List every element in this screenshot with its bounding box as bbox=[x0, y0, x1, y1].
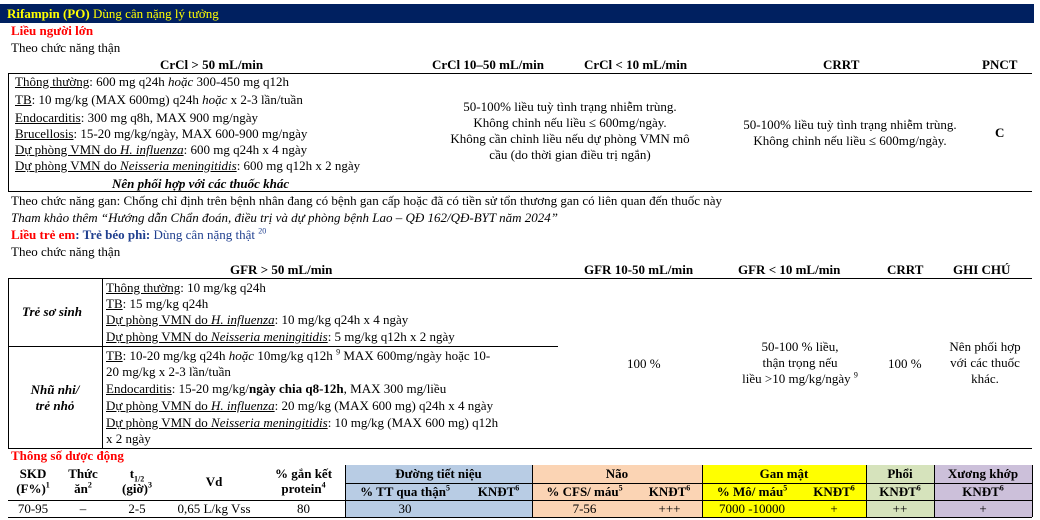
pk-heading: Thông số dược động bbox=[11, 448, 124, 463]
infant-dose-hinfluenza: Dự phòng VMN do H. influenza: 20 mg/kg (MAX 600 mg) q24h x 4 ngày bbox=[106, 398, 494, 413]
infant-dose-neisseria-cont: x 2 ngày bbox=[106, 431, 151, 446]
pk-sub-bone-kndt: KNĐT$^6$ bbox=[962, 483, 1004, 499]
header-crcl-10-50: CrCl 10–50 mL/min bbox=[432, 57, 544, 72]
pk-vline-5 bbox=[934, 465, 935, 517]
pk-val-food: – bbox=[79, 501, 87, 516]
child-table-bottom bbox=[8, 448, 1032, 449]
pk-sub-brain-kndt: KNĐT$^6$ bbox=[648, 483, 691, 499]
adult-dose-tb: TB: 10 mg/kg (MAX 600mg) q24h hoặc x 2-3 lần/tuần bbox=[15, 92, 303, 107]
adult-combo-note: Nên phối hợp với các thuốc khác bbox=[112, 176, 290, 191]
header-crcl-lt10: CrCl < 10 mL/min bbox=[584, 57, 688, 72]
pk-val-protein-binding: 80 bbox=[297, 501, 310, 516]
pk-val-liver-pct: 7000 -10000 bbox=[718, 501, 786, 516]
child-header-divider bbox=[8, 278, 1032, 279]
adult-left-border bbox=[8, 73, 9, 191]
child-crrt-value: 100 % bbox=[888, 356, 922, 371]
pk-table-bottom bbox=[8, 517, 1032, 518]
pk-group-divider bbox=[345, 483, 1032, 484]
child-gfr-10-50-value: 100 % bbox=[627, 356, 661, 371]
pk-col-skd: SKD $(F\%)^1$ bbox=[16, 466, 50, 496]
drug-weight-note: Dùng cân nặng lý tưởng bbox=[89, 6, 219, 21]
pk-col-food: Thức $ăn^2$ bbox=[68, 466, 98, 496]
pk-col-vd: Vd bbox=[205, 474, 223, 489]
pk-sub-urinary-pct: % TT qua thận$^5$ bbox=[360, 483, 450, 499]
pk-col-t12: $t_{1/2}$ (giờ)$^3$ bbox=[122, 466, 152, 496]
infant-dose-neisseria: Dự phòng VMN do Neisseria meningitidis: 10 mg/kg (MAX 600 mg) q12h bbox=[106, 415, 499, 430]
pk-header-divider bbox=[8, 500, 1032, 501]
child-renal-label: Theo chức năng thận bbox=[11, 244, 121, 259]
pk-group-liver: Gan mật bbox=[759, 466, 809, 481]
pk-val-lung-kndt: ++ bbox=[892, 501, 908, 516]
header-crrt: CRRT bbox=[823, 57, 860, 72]
drug-name: Rifampin (PO) bbox=[7, 6, 90, 21]
pk-val-vd: 0,65 L/kg Vss bbox=[177, 501, 251, 516]
pk-val-liver-kndt: + bbox=[830, 501, 838, 516]
pk-group-bone: Xương khớp bbox=[947, 466, 1019, 481]
neonate-dose-usual: Thông thường: 10 mg/kg q24h bbox=[106, 280, 266, 295]
adult-dose-endocarditis: Endocarditis: 300 mg q8h, MAX 900 mg/ngày bbox=[15, 110, 259, 125]
adult-liver-line: Theo chức năng gan: Chống chỉ định trên bệnh nhân đang có bệnh gan cấp hoặc đã có tiền sử tổn thương gan có liên quan đến thuốc này bbox=[11, 193, 723, 208]
header-gfr-10-50: GFR 10-50 mL/min bbox=[584, 262, 694, 277]
neonate-dose-neisseria: Dự phòng VMN do Neisseria meningitidis: 5 mg/kg q12h x 2 ngày bbox=[106, 329, 455, 344]
neonate-dose-hinfluenza: Dự phòng VMN do H. influenza: 10 mg/kg q24h x 4 ngày bbox=[106, 312, 409, 327]
pk-vline-2 bbox=[532, 465, 533, 517]
child-left-border bbox=[8, 278, 9, 448]
pk-group-brain: Não bbox=[605, 466, 629, 481]
child-label-divider bbox=[102, 278, 103, 448]
adult-dose-brucellosis: Brucellosis: 15-20 mg/kg/ngày, MAX 600-900 mg/ngày bbox=[15, 126, 308, 141]
header-pnct: PNCT bbox=[982, 57, 1018, 72]
pk-sub-liver-kndt: KNĐT$^6$ bbox=[813, 483, 855, 499]
pk-vline-3 bbox=[702, 465, 703, 517]
adult-renal-label: Theo chức năng thận bbox=[11, 40, 121, 55]
pk-val-urinary-pct: 30 bbox=[398, 501, 412, 516]
adult-pnct-value: C bbox=[995, 125, 1005, 140]
pk-vline-right bbox=[1032, 465, 1033, 517]
pk-val-bone-kndt: + bbox=[979, 501, 987, 516]
pk-sub-lung-kndt: KNĐT$^6$ bbox=[879, 483, 921, 499]
pk-sub-brain-pct: % CFS/ máu$^5$ bbox=[546, 483, 623, 499]
header-child-crrt: CRRT bbox=[887, 262, 924, 277]
pk-group-urinary: Đường tiết niệu bbox=[395, 466, 482, 481]
header-notes: GHI CHÚ bbox=[953, 262, 1011, 277]
neonate-dose-tb: TB: 15 mg/kg q24h bbox=[106, 296, 209, 311]
infant-dose-endocarditis: Endocarditis: 15-20 mg/kg/ngày chia q8-12h, MAX 300 mg/liều bbox=[106, 381, 447, 396]
adult-dose-usual: Thông thường: 600 mg q24h hoặc 300-450 mg q12h bbox=[15, 74, 289, 89]
pk-val-brain-pct: 7-56 bbox=[572, 501, 597, 516]
adult-table-bottom bbox=[8, 191, 1032, 192]
adult-dose-neisseria: Dự phòng VMN do Neisseria meningitidis: 600 mg q12h x 2 ngày bbox=[15, 158, 361, 173]
header-crcl-gt50: CrCl > 50 mL/min bbox=[160, 57, 264, 72]
pk-sub-liver-pct: % Mô/ máu$^5$ bbox=[716, 483, 788, 499]
child-row-divider bbox=[8, 346, 558, 347]
adult-crrt-advice: 50-100% liều tuỳ tình trạng nhiễm trùng. Không chỉnh nếu liều ≤ 600mg/ngày. bbox=[743, 117, 957, 148]
pk-group-lung: Phổi bbox=[887, 466, 913, 481]
adult-reference: Tham khảo thêm “Hướng dẫn Chẩn đoán, điều trị và dự phòng bệnh Lao – QĐ 162/QĐ-BYT năm 2024” bbox=[11, 210, 559, 225]
pk-val-t12: 2-5 bbox=[128, 501, 146, 516]
infant-dose-tb-cont: 20 mg/kg x 2-3 lần/tuần bbox=[106, 364, 231, 379]
header-gfr-lt10: GFR < 10 mL/min bbox=[738, 262, 841, 277]
pk-val-skd: 70-95 bbox=[17, 501, 49, 516]
pk-sub-urinary-kndt: KNĐT$^6$ bbox=[477, 483, 520, 499]
pk-col-protein-binding: % gắn kết protein$^4$ bbox=[274, 466, 333, 496]
drug-title-bar bbox=[0, 4, 1034, 23]
infant-label: Nhũ nhi/ trẻ nhỏ bbox=[30, 382, 80, 413]
pk-val-brain-kndt: +++ bbox=[658, 501, 681, 516]
adult-crcl-10-50-advice: 50-100% liều tuỳ tình trạng nhiễm trùng. Không chỉnh nếu liều ≤ 600mg/ngày. Không cần chỉnh liều nếu dự phòng VMN mô cầu (do thời gian điều trị ngắn) bbox=[450, 99, 690, 162]
adult-dose-heading: Liều người lớn bbox=[11, 23, 94, 38]
infant-dose-tb: TB: 10-20 mg/kg q24h hoặc 10mg/kg q12h $^9$ MAX 600mg/ngày hoặc 10- bbox=[106, 347, 491, 363]
adult-dose-hinfluenza: Dự phòng VMN do H. influenza: 600 mg q24h x 4 ngày bbox=[15, 142, 308, 157]
child-gfr-lt10-advice: 50-100 % liều, thận trọng nếu liều >10 mg/kg/ngày $^9$ bbox=[742, 339, 858, 386]
neonate-label: Trẻ sơ sinh bbox=[22, 304, 82, 319]
pk-vline-4 bbox=[866, 465, 867, 517]
child-dose-heading-line: Liều trẻ em: Trẻ béo phì: Dùng cân nặng thật $^{20}$ bbox=[11, 226, 267, 242]
pk-vline-1 bbox=[345, 465, 346, 517]
header-gfr-gt50: GFR > 50 mL/min bbox=[230, 262, 333, 277]
child-notes-value: Nên phối hợp với các thuốc khác. bbox=[949, 339, 1021, 386]
